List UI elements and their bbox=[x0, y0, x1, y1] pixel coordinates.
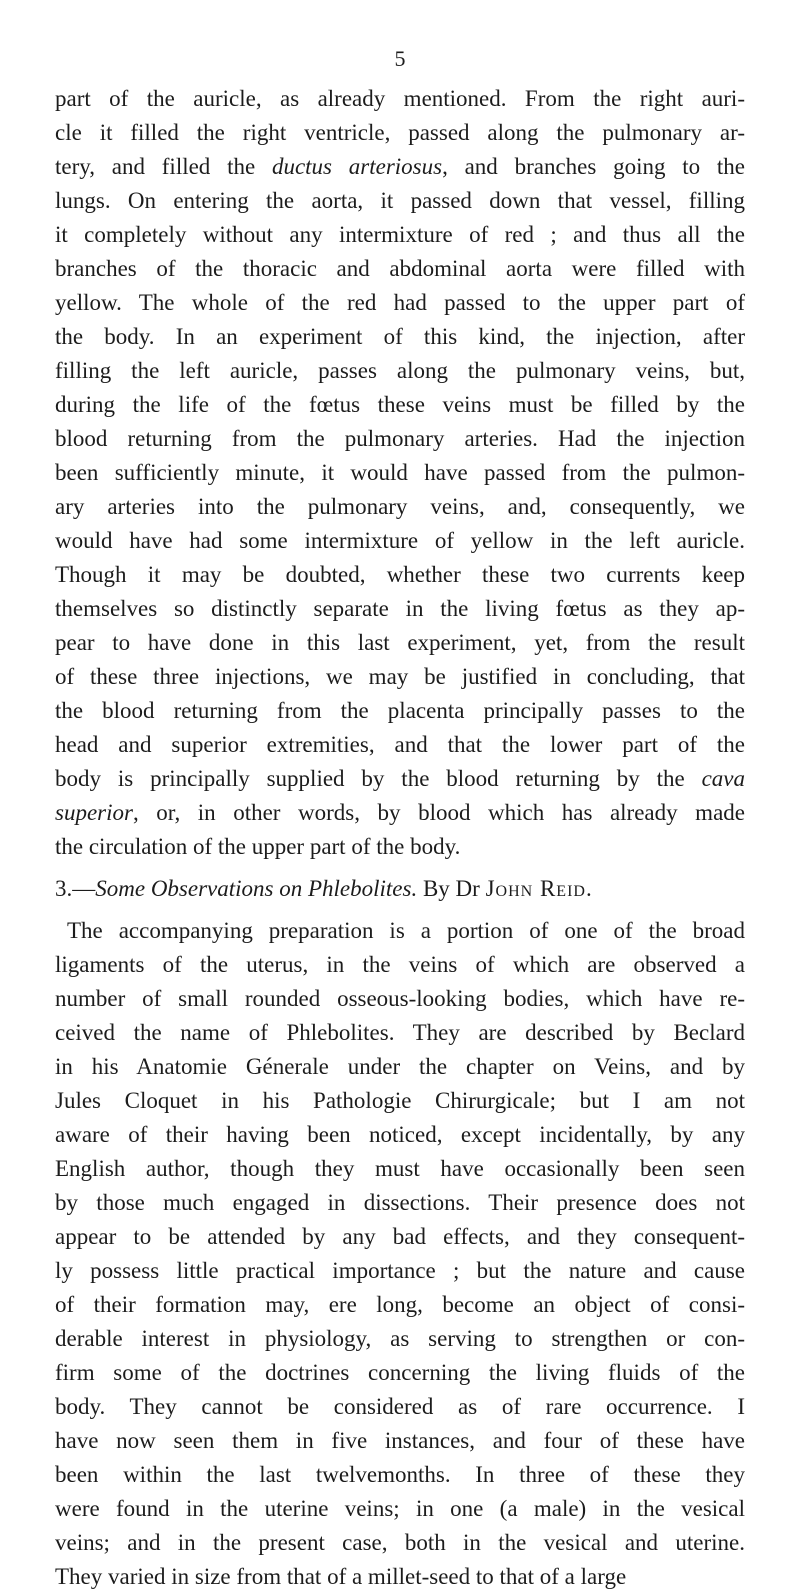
text-line: the circulation of the upper part of the body. bbox=[55, 834, 461, 859]
text-line: head and superior extremities, and that the lower part of the bbox=[55, 732, 745, 757]
text-line: number of small rounded osseous-looking bodies, which have re- bbox=[55, 986, 745, 1011]
text-line: of these three injections, we may be justified in concluding, that bbox=[55, 664, 745, 689]
text-line: have now seen them in five instances, and four of these have bbox=[55, 1428, 745, 1453]
text-line: Jules Cloquet in his Pathologie Chirurgicale; but I am not bbox=[55, 1088, 745, 1113]
text-line: been sufficiently minute, it would have passed from the pulmon- bbox=[55, 460, 745, 485]
text-line: were found in the uterine veins; in one (a male) in the vesical bbox=[55, 1496, 745, 1521]
text-line: ceived the name of Phlebolites. They are described by Beclard bbox=[55, 1020, 745, 1045]
text-line: the body. In an experiment of this kind, the injection, after bbox=[55, 324, 745, 349]
text-line: appear to be attended by any bad effects, and they consequent- bbox=[55, 1224, 745, 1249]
text-line: themselves so distinctly separate in the living fœtus as they ap- bbox=[55, 596, 745, 621]
text-line: part of the auricle, as already mentioned. From the right auri- bbox=[55, 86, 745, 111]
text-line: Though it may be doubted, whether these two currents keep bbox=[55, 562, 745, 587]
text-line: by those much engaged in dissections. Their presence does not bbox=[55, 1190, 745, 1215]
text-line: ligaments of the uterus, in the veins of which are observed a bbox=[55, 952, 745, 977]
text-line: body is principally supplied by the blood returning by the cava bbox=[55, 766, 745, 791]
text-line: of their formation may, ere long, become an object of consi- bbox=[55, 1292, 745, 1317]
text-line: ly possess little practical importance ; but the nature and cause bbox=[55, 1258, 745, 1283]
text-line: firm some of the doctrines concerning the living fluids of the bbox=[55, 1360, 745, 1385]
text-line: body. They cannot be considered as of rare occurrence. I bbox=[55, 1394, 745, 1419]
text-line: yellow. The whole of the red had passed to the upper part of bbox=[55, 290, 745, 315]
section-heading: 3.—Some Observations on Phlebolites. By Dr John Reid. bbox=[55, 876, 592, 901]
text-line: been within the last twelvemonths. In three of these they bbox=[55, 1462, 745, 1487]
page-body bbox=[55, 82, 745, 1594]
text-line: the blood returning from the placenta principally passes to the bbox=[55, 698, 745, 723]
text-line: would have had some intermixture of yellow in the left auricle. bbox=[55, 528, 745, 553]
page-number: 5 bbox=[394, 46, 406, 71]
text-line: superior, or, in other words, by blood which has already made bbox=[55, 800, 745, 825]
text-line: cle it filled the right ventricle, passed along the pulmonary ar- bbox=[55, 120, 745, 145]
text-line: during the life of the fœtus these veins must be filled by the bbox=[55, 392, 745, 417]
text-line: They varied in size from that of a millet-seed to that of a large bbox=[55, 1564, 627, 1589]
text-line: lungs. On entering the aorta, it passed down that vessel, filling bbox=[55, 188, 745, 213]
text-line: ary arteries into the pulmonary veins, and, consequently, we bbox=[55, 494, 745, 519]
text-line: pear to have done in this last experiment, yet, from the result bbox=[55, 630, 745, 655]
text-line: English author, though they must have occasionally been seen bbox=[55, 1156, 745, 1181]
text-line: The accompanying preparation is a portion of one of the broad bbox=[67, 918, 745, 943]
text-line: it completely without any intermixture of red ; and thus all the bbox=[55, 222, 745, 247]
text-line: veins; and in the present case, both in the vesical and uterine. bbox=[55, 1530, 745, 1555]
text-line: branches of the thoracic and abdominal aorta were filled with bbox=[55, 256, 745, 281]
text-line: filling the left auricle, passes along the pulmonary veins, but, bbox=[55, 358, 745, 383]
paragraph-phlebolites bbox=[55, 914, 745, 1594]
text-line: in his Anatomie Génerale under the chapter on Veins, and by bbox=[55, 1054, 745, 1079]
text-line: blood returning from the pulmonary arteries. Had the injection bbox=[55, 426, 745, 451]
paragraph-blood-circulation bbox=[55, 82, 745, 864]
text-line: derable interest in physiology, as serving to strengthen or con- bbox=[55, 1326, 745, 1351]
text-line: tery, and filled the ductus arteriosus, and branches going to the bbox=[55, 154, 746, 179]
text-line: aware of their having been noticed, except incidentally, by any bbox=[55, 1122, 745, 1147]
